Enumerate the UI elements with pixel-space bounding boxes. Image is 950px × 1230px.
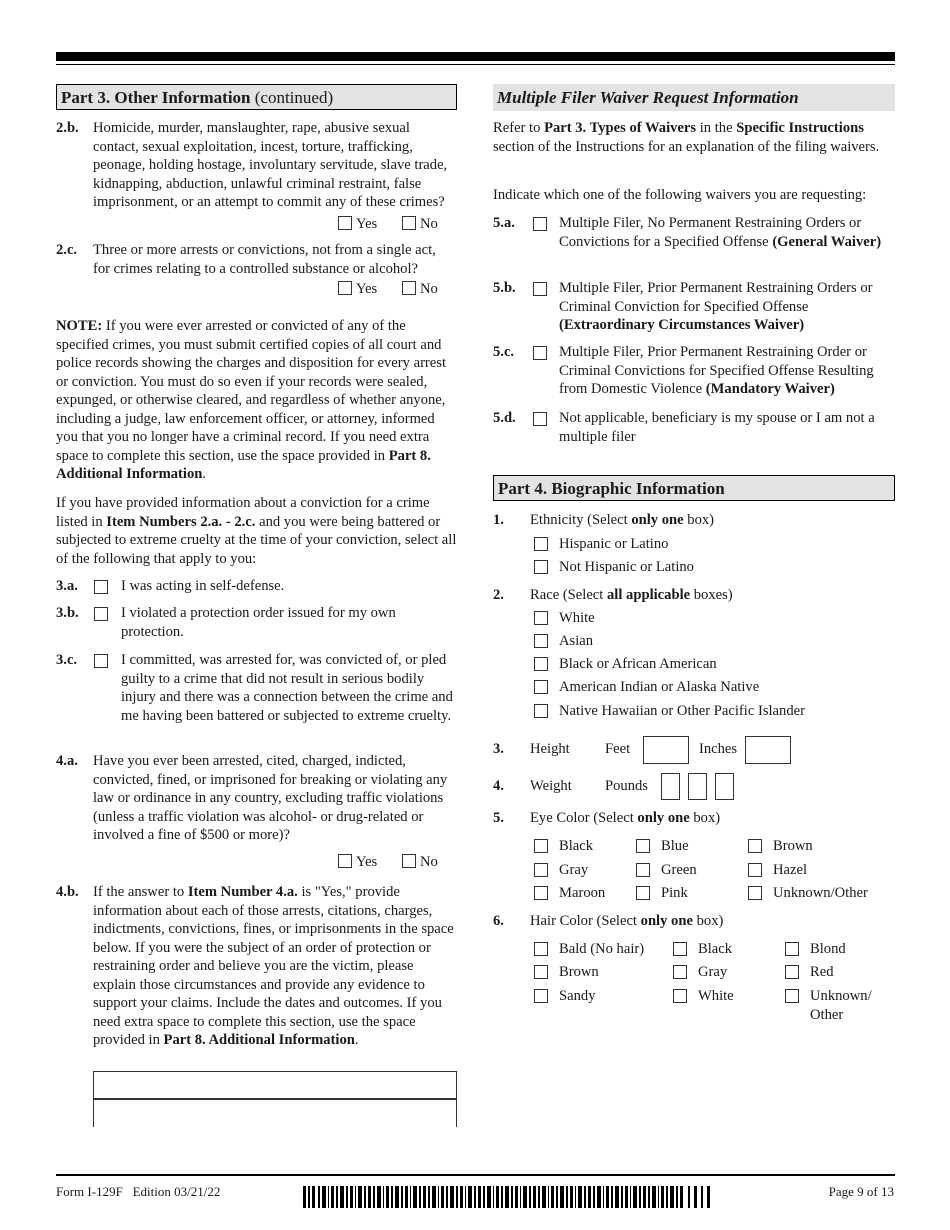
option-label: Sandy bbox=[559, 988, 596, 1004]
text-end: . bbox=[354, 1032, 359, 1048]
option-label: Unknown/ bbox=[810, 988, 872, 1004]
checkbox[interactable] bbox=[534, 886, 548, 900]
checkbox[interactable] bbox=[748, 886, 762, 900]
checkbox[interactable] bbox=[534, 839, 548, 853]
intro-text: If you have provided information about a conviction for a crime listed in bbox=[56, 495, 430, 530]
note-label: NOTE: bbox=[56, 318, 103, 334]
item-text bbox=[530, 511, 895, 530]
explanation-field-2[interactable] bbox=[93, 1099, 457, 1127]
indicate-text: Indicate which one of the following waivers you are requesting: bbox=[493, 187, 867, 203]
top-rule-thick bbox=[56, 52, 895, 61]
weight-label: Weight bbox=[530, 778, 572, 794]
no-label: No bbox=[420, 854, 438, 870]
refer-text-a: Refer to bbox=[493, 120, 545, 136]
option-label: White bbox=[559, 610, 595, 626]
checkbox-5b[interactable] bbox=[533, 282, 547, 296]
checkbox[interactable] bbox=[748, 863, 762, 877]
waiver-header: Multiple Filer Waiver Request Information bbox=[493, 84, 895, 111]
yes-option-2c[interactable] bbox=[338, 280, 377, 299]
footer-rule bbox=[56, 1174, 895, 1176]
height-number: 3. bbox=[493, 741, 504, 757]
text: Multiple Filer, Prior Permanent Restraining Orders or Criminal Conviction for Specified Offense bbox=[559, 280, 873, 315]
refer-text-c: section of the Instructions for an explanation of the filing waivers. bbox=[493, 138, 880, 155]
height-feet-input[interactable] bbox=[643, 736, 689, 764]
text-b: box) bbox=[692, 913, 724, 929]
item-text: I was acting in self-defense. bbox=[121, 578, 285, 594]
text-a: Hair Color (Select bbox=[530, 913, 641, 929]
waiver-name: (Extraordinary Circumstances Waiver) bbox=[559, 317, 805, 333]
intro-reference: Item Numbers 2.a. - 2.c. bbox=[106, 513, 256, 530]
item-number: 4.a. bbox=[56, 753, 78, 769]
item-text bbox=[530, 809, 895, 828]
weight-digit-3[interactable] bbox=[715, 773, 734, 800]
checkbox[interactable] bbox=[673, 989, 687, 1003]
option-label: Hispanic or Latino bbox=[559, 536, 669, 552]
checkbox-3a[interactable] bbox=[94, 580, 108, 594]
text-bold: only one bbox=[637, 810, 690, 826]
feet-label: Feet bbox=[605, 741, 631, 757]
note-end: . bbox=[202, 466, 207, 482]
part4-header: Part 4. Biographic Information bbox=[493, 475, 895, 501]
text-bold: all applicable bbox=[606, 587, 691, 603]
checkbox[interactable] bbox=[534, 965, 548, 979]
text-b: box) bbox=[689, 810, 721, 826]
checkbox[interactable] bbox=[785, 965, 799, 979]
text-a: If the answer to bbox=[93, 884, 188, 900]
option-label: Brown bbox=[559, 964, 599, 980]
option-label: Brown bbox=[773, 838, 813, 854]
inches-label: Inches bbox=[699, 741, 738, 757]
item-number: 6. bbox=[493, 913, 504, 929]
item-number: 4.b. bbox=[56, 884, 79, 900]
item-2c bbox=[56, 241, 457, 301]
height-inches-input[interactable] bbox=[745, 736, 791, 764]
form-edition: Edition 03/21/22 bbox=[132, 1184, 221, 1199]
top-rule-thin bbox=[56, 64, 895, 65]
refer-ref-2: Specific Instructions bbox=[736, 120, 864, 136]
checkbox[interactable] bbox=[534, 537, 548, 551]
item-number: 5.a. bbox=[493, 215, 515, 231]
checkbox[interactable] bbox=[402, 281, 416, 295]
barcode-icon bbox=[303, 1186, 713, 1208]
option-label: Red bbox=[810, 964, 834, 980]
item-number: 2.c. bbox=[56, 242, 78, 258]
item-2b bbox=[56, 119, 457, 234]
part3-title: Part 3. Other Information bbox=[61, 88, 251, 107]
text-b: is "Yes," provide information about each of those arrests, citations, charges, indictments, convictions, fines, or imprisonments in the space below. If you were the subject of an order of protection or restraining order and believe you are the victim, please explain those circumstances and provide any evidence to support your claims. Include the dates and outcomes. If you need extra space to complete this section, use the space provided in bbox=[93, 884, 454, 1048]
item-text: Not applicable, beneficiary is my spouse or I am not a multiple filer bbox=[559, 410, 875, 445]
left-column bbox=[56, 84, 457, 1048]
checkbox[interactable] bbox=[534, 863, 548, 877]
option-label: White bbox=[698, 988, 734, 1004]
note-paragraph bbox=[56, 317, 457, 484]
option-label: Unknown/Other bbox=[773, 885, 868, 901]
item-text bbox=[93, 883, 457, 1050]
footer-form-id bbox=[56, 1183, 220, 1202]
option-label: Gray bbox=[559, 862, 589, 878]
text-a: Ethnicity (Select bbox=[530, 512, 632, 528]
option-label: Black bbox=[559, 838, 594, 854]
item-text bbox=[530, 586, 895, 605]
checkbox[interactable] bbox=[534, 680, 548, 694]
item-number: 5.d. bbox=[493, 410, 516, 426]
item-number: 5. bbox=[493, 810, 504, 826]
checkbox[interactable] bbox=[534, 560, 548, 574]
option-label: Blue bbox=[661, 838, 689, 854]
yes-label: Yes bbox=[356, 854, 378, 870]
option-label: Pink bbox=[661, 885, 688, 901]
weight-digit-2[interactable] bbox=[688, 773, 707, 800]
item-number: 3.a. bbox=[56, 578, 78, 594]
text: Multiple Filer, No Permanent Restraining Orders or Convictions for a Specified Offense bbox=[559, 215, 862, 250]
intro-text-end: and you were being battered or subjected to extreme cruelty at the time of your conviction, select all of the following that apply to you: bbox=[56, 513, 457, 567]
checkbox[interactable] bbox=[402, 216, 416, 230]
option-label: Bald (No hair) bbox=[559, 941, 645, 957]
item-number: 3.b. bbox=[56, 605, 79, 621]
waiver-name: (General Waiver) bbox=[772, 233, 882, 250]
weight-digit-1[interactable] bbox=[661, 773, 680, 800]
option-label: Gray bbox=[698, 964, 728, 980]
checkbox[interactable] bbox=[785, 942, 799, 956]
text-a: Eye Color (Select bbox=[530, 810, 638, 826]
item-text bbox=[559, 343, 895, 399]
yes-option-4a[interactable] bbox=[338, 853, 377, 872]
checkbox[interactable] bbox=[338, 216, 352, 230]
checkbox[interactable] bbox=[636, 863, 650, 877]
refer-paragraph bbox=[493, 119, 895, 156]
item-text bbox=[530, 912, 895, 931]
form-number: Form I-129F bbox=[56, 1184, 123, 1199]
checkbox-5c[interactable] bbox=[533, 346, 547, 360]
checkbox[interactable] bbox=[534, 611, 548, 625]
no-option-4a[interactable] bbox=[402, 853, 438, 872]
checkbox[interactable] bbox=[748, 839, 762, 853]
yes-label: Yes bbox=[356, 216, 378, 232]
checkbox-3b[interactable] bbox=[94, 607, 108, 621]
option-label: Not Hispanic or Latino bbox=[559, 559, 694, 575]
pounds-label: Pounds bbox=[605, 778, 648, 794]
item-number: 5.c. bbox=[493, 344, 515, 360]
checkbox-5d[interactable] bbox=[533, 412, 547, 426]
option-label: Green bbox=[661, 862, 697, 878]
explanation-field-1[interactable] bbox=[93, 1071, 457, 1099]
right-column bbox=[493, 84, 895, 1023]
option-label: Maroon bbox=[559, 885, 606, 901]
reference-2: Part 8. Additional Information bbox=[163, 1032, 355, 1048]
yes-label: Yes bbox=[356, 281, 378, 297]
checkbox[interactable] bbox=[338, 854, 352, 868]
option-label: Black or African American bbox=[559, 656, 717, 672]
refer-ref-1: Part 3. Types of Waivers bbox=[544, 120, 697, 136]
checkbox[interactable] bbox=[534, 657, 548, 671]
no-option-2b[interactable] bbox=[402, 215, 438, 234]
checkbox[interactable] bbox=[534, 704, 548, 718]
intro-paragraph bbox=[56, 494, 457, 568]
weight-number: 4. bbox=[493, 778, 504, 794]
text: Multiple Filer, Prior Permanent Restraining Order or Criminal Convictions for Specified Offense Resulting from Domestic Violence bbox=[559, 344, 874, 397]
option-label: American Indian or Alaska Native bbox=[559, 679, 760, 695]
item-text: Homicide, murder, manslaughter, rape, abusive sexual contact, sexual exploitation, incest, torture, trafficking, peonage, holding hostage, involuntary servitude, slave trade, kidnapping, abduction, unlawful criminal restraint, false imprisonment, or an attempt to commit any of these crimes? bbox=[93, 120, 448, 210]
no-option-2c[interactable] bbox=[402, 280, 438, 299]
item-number: 5.b. bbox=[493, 280, 516, 296]
checkbox[interactable] bbox=[338, 281, 352, 295]
item-number: 3.c. bbox=[56, 652, 78, 668]
checkbox-5a[interactable] bbox=[533, 217, 547, 231]
item-number: 2. bbox=[493, 587, 504, 603]
option-label: Black bbox=[698, 941, 733, 957]
option-label: Native Hawaiian or Other Pacific Islander bbox=[559, 703, 805, 719]
option-label-line2: Other bbox=[810, 1007, 844, 1023]
checkbox[interactable] bbox=[673, 965, 687, 979]
checkbox[interactable] bbox=[785, 989, 799, 1003]
item-number: 1. bbox=[493, 512, 504, 528]
item-text bbox=[559, 279, 895, 335]
checkbox[interactable] bbox=[402, 854, 416, 868]
option-label: Hazel bbox=[773, 862, 808, 878]
waiver-name: (Mandatory Waiver) bbox=[705, 381, 835, 397]
refer-text-b: in the bbox=[696, 120, 737, 136]
note-text: If you were ever arrested or convicted of any of the specified crimes, you must submit certified copies of all court and police records showing the charges and disposition for every arrest or conviction. You must do so even if your records were sealed, expunged, or otherwise cleared, and regardless of whether anyone, including a judge, law enforcement officer, or attorney, informed you that you no longer have a criminal record. If you need extra space to complete this section, use the space provided in bbox=[56, 318, 446, 464]
part3-continued: (continued) bbox=[254, 88, 334, 107]
no-label: No bbox=[420, 281, 438, 297]
yes-option-2b[interactable] bbox=[338, 215, 377, 234]
text-b: boxes) bbox=[690, 587, 733, 603]
height-label: Height bbox=[530, 741, 570, 757]
reference: Item Number 4.a. bbox=[187, 884, 298, 900]
checkbox[interactable] bbox=[534, 942, 548, 956]
item-number: 2.b. bbox=[56, 120, 79, 136]
text-bold: only one bbox=[631, 512, 684, 528]
option-label: Asian bbox=[559, 633, 594, 649]
item-text: I committed, was arrested for, was convicted of, or pled guilty to a crime that did not result in serious bodily injury and there was a connection between the crime and me having been battered or subjected to extreme cruelty. bbox=[121, 652, 453, 724]
item-text: I violated a protection order issued for my own protection. bbox=[121, 605, 396, 640]
note-reference: Part 8. Additional Information bbox=[56, 447, 431, 482]
checkbox[interactable] bbox=[673, 942, 687, 956]
option-label: Blond bbox=[810, 941, 846, 957]
checkbox[interactable] bbox=[636, 839, 650, 853]
checkbox-3c[interactable] bbox=[94, 654, 108, 668]
page-number: Page 9 of 13 bbox=[828, 1184, 894, 1199]
checkbox[interactable] bbox=[636, 886, 650, 900]
text-bold: only one bbox=[640, 913, 693, 929]
item-text: Three or more arrests or convictions, not from a single act, for crimes relating to a controlled substance or alcohol? bbox=[93, 242, 436, 277]
part3-header bbox=[56, 84, 457, 110]
text-a: Race (Select bbox=[530, 587, 607, 603]
no-label: No bbox=[420, 216, 438, 232]
item-text: Have you ever been arrested, cited, charged, indicted, convicted, fined, or imprisoned for breaking or violating any law or ordinance in any country, excluding traffic violations (unless a traffic violation was alcohol- or drug-related or involved a fine of $500 or more)? bbox=[93, 753, 448, 843]
text-b: box) bbox=[683, 512, 715, 528]
item-text bbox=[559, 214, 895, 251]
checkbox[interactable] bbox=[534, 989, 548, 1003]
checkbox[interactable] bbox=[534, 634, 548, 648]
